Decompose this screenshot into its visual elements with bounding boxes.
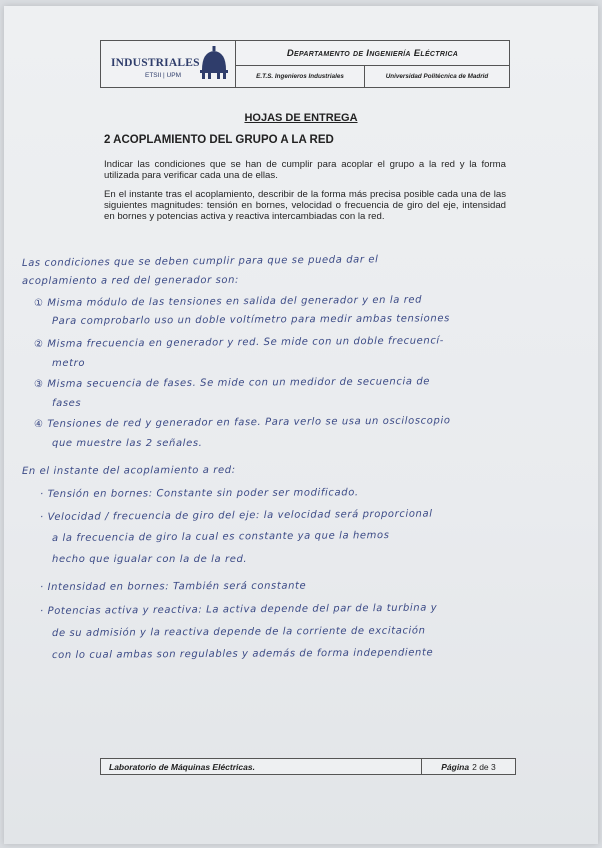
dome-icon [199,46,229,80]
handwritten-line: de su admisión y la reactiva depende de la corriente de excitación [51,625,426,639]
page-number [422,759,515,774]
school-name: E.T.S. Ingenieros Industriales [236,66,365,87]
page-value: 2 de 3 [472,761,496,772]
handwritten-line: ③ Misma secuencia de fases. Se mide con un medidor de secuencia de [33,376,431,390]
handwritten-line: acoplamiento a red del generador son: [21,274,240,287]
handwritten-line: a la frecuencia de giro la cual es constante ya que la hemos [51,530,390,544]
logo-subtext: ETSII | UPM [145,72,181,79]
handwritten-line: · Potencias activa y reactiva: La activa depende del par de la turbina y [39,602,438,617]
handwritten-line: En el instante del acoplamiento a red: [21,464,236,477]
handwritten-line: ① Misma módulo de las tensiones en salida del generador y en la red [33,294,423,309]
handwritten-line: · Intensidad en bornes: También será constante [39,580,307,593]
handwritten-line: hecho que igualar con la de la red. [52,554,248,565]
handwritten-line: con lo cual ambas son regulables y además de forma independiente [51,647,434,661]
handwritten-line: Para comprobarlo uso un doble voltímetro para medir ambas tensiones [51,313,450,327]
document-header [100,40,510,88]
department-name: Departamento de Ingeniería Eléctrica [236,41,509,66]
handwritten-line: metro [52,358,86,369]
section-heading: 2 ACOPLAMIENTO DEL GRUPO A LA RED [104,134,334,146]
document-footer [100,758,516,775]
document-sheet [4,6,598,844]
page-label: Página [441,761,470,772]
instruction-paragraph-1: Indicar las condiciones que se han de cumplir para acoplar el grupo a la red y la forma utilizada para verificar cada una de ellas. [104,159,506,182]
handwritten-line: · Tensión en bornes: Constante sin poder ser modificado. [39,487,359,500]
logo-text: INDUSTRIALES [111,57,200,69]
lab-name: Laboratorio de Máquinas Eléctricas. [101,759,422,774]
handwritten-line: fases [52,398,82,409]
university-name: Universidad Politécnica de Madrid [385,73,489,80]
page-title: HOJAS DE ENTREGA [244,112,358,124]
school-logo [101,41,236,87]
handwritten-line: ② Misma frecuencia en generador y red. Se mide con un doble frecuencí- [33,335,445,350]
handwritten-line: · Velocidad / frecuencia de giro del eje: la velocidad será proporcional [39,508,433,523]
handwritten-line: ④ Tensiones de red y generador en fase. Para verlo se usa un osciloscopio [33,415,451,430]
handwritten-line: Las condiciones que se deben cumplir para que se pueda dar el [21,254,379,269]
instruction-paragraph-2: En el instante tras el acoplamiento, describir de la forma más precisa posible cada una de las siguientes magnitudes: tensión en bornes, velocidad o frecuencia de giro del eje, intensidad en bornes y potencias activa y reactiva intercambiadas con la red. [104,189,506,223]
handwritten-line: que muestre las 2 señales. [52,438,203,449]
